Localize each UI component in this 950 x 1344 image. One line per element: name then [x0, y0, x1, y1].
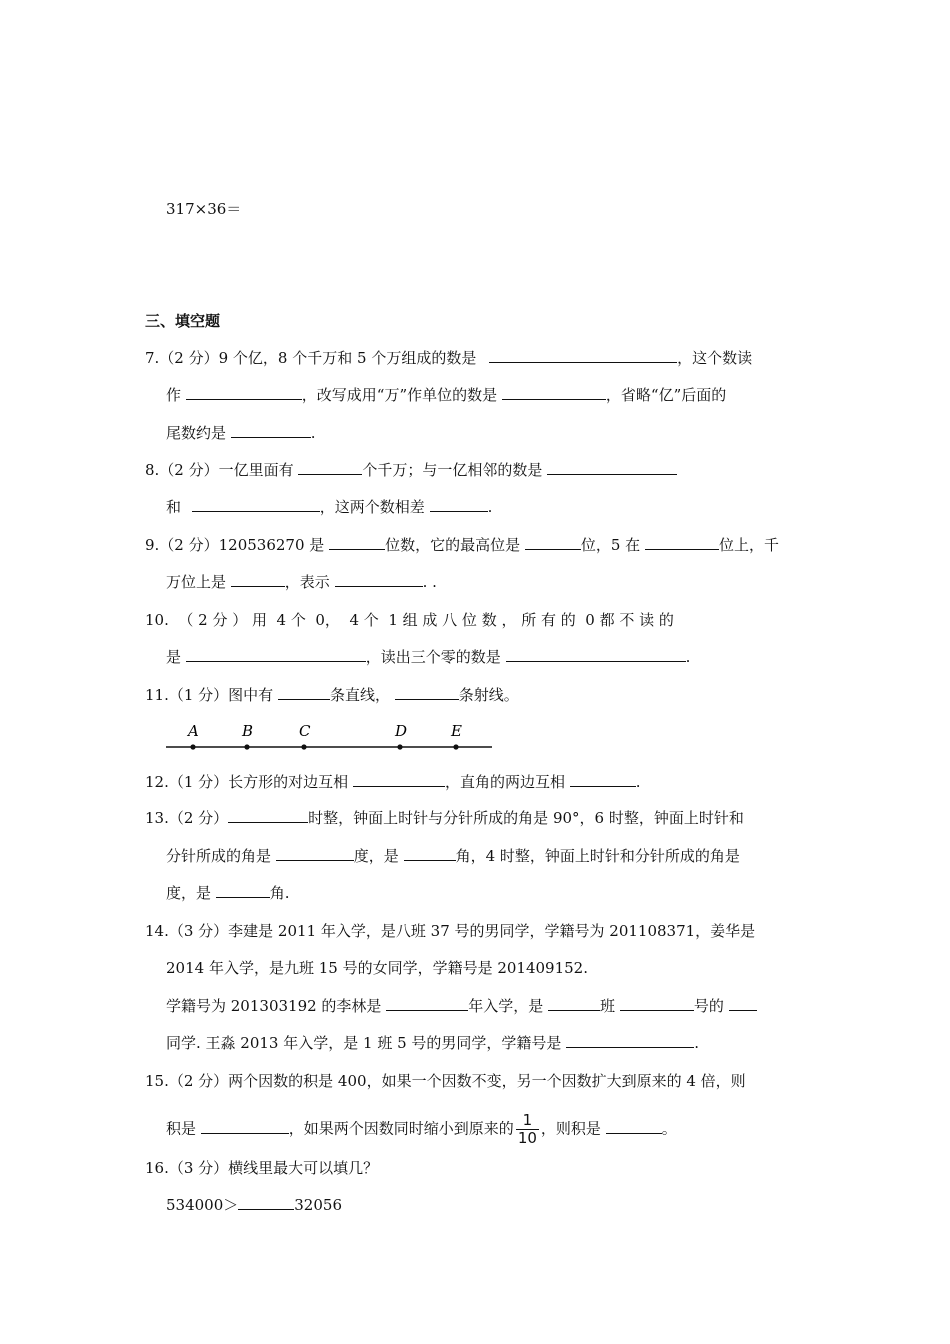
question-15-line-1: 15.（2 分）两个因数的积是 400，如果一个因数不变，另一个因数扩大到原来的 4 倍，则: [145, 1072, 746, 1090]
question-9-line-2: 万位上是 ，表示 . .: [166, 573, 437, 591]
answer-blank[interactable]: [502, 385, 606, 400]
question-9-line-1: 9.（2 分）120536270 是 位数，它的最高位是 位，5 在 位上，千: [145, 536, 779, 554]
question-7-line-1: 7.（2 分）9 个亿，8 个千万和 5 个万组成的数是 ，这个数读: [145, 349, 753, 367]
question-14-line-2: 2014 年入学，是九班 15 号的女同学，学籍号是 201409152.: [166, 959, 588, 977]
question-13-line-3: 度，是 角.: [166, 884, 290, 902]
answer-blank[interactable]: [276, 846, 354, 861]
answer-blank[interactable]: [386, 996, 468, 1011]
answer-blank[interactable]: [186, 385, 302, 400]
answer-blank[interactable]: [353, 772, 445, 787]
question-15-line-2: 积是 ，如果两个因数同时缩小到原来的 $\frac{1}{10}$ ，则积是 。: [166, 1111, 677, 1147]
answer-blank[interactable]: [201, 1119, 289, 1134]
question-11-line-1: 11.（1 分）图中有 条直线， 条射线。: [145, 686, 519, 704]
question-14-line-1: 14.（3 分）李建是 2011 年入学，是八班 37 号的男同学，学籍号为 201108371，姜华是: [145, 922, 756, 940]
answer-blank[interactable]: [606, 1119, 662, 1134]
answer-blank[interactable]: [566, 1033, 694, 1048]
label-d: D: [395, 722, 408, 740]
answer-blank[interactable]: [192, 497, 320, 512]
answer-blank[interactable]: [404, 846, 456, 861]
point-a: [190, 744, 195, 749]
question-10-line-2: 是 ，读出三个零的数是 .: [166, 648, 691, 666]
question-7-line-3: 尾数约是 .: [166, 424, 316, 442]
line-diagram: [160, 720, 500, 756]
answer-blank[interactable]: [570, 772, 636, 787]
answer-blank[interactable]: [231, 572, 285, 587]
point-b: [244, 744, 249, 749]
answer-blank[interactable]: [228, 808, 308, 823]
point-c: [301, 744, 306, 749]
answer-blank[interactable]: [186, 647, 366, 662]
answer-blank[interactable]: [645, 535, 719, 550]
calc-expression: 317×36＝: [166, 200, 242, 218]
answer-blank[interactable]: [489, 348, 677, 363]
answer-blank[interactable]: [278, 685, 330, 700]
question-14-line-4: 同学. 王淼 2013 年入学，是 1 班 5 号的男同学，学籍号是 .: [166, 1034, 699, 1052]
question-13-line-2: 分针所成的角是 度，是 角，4 时整，钟面上时针和分针所成的角是: [166, 847, 740, 865]
point-e: [453, 744, 458, 749]
answer-blank[interactable]: [729, 996, 757, 1011]
question-8-line-1: 8.（2 分）一亿里面有 个千万；与一亿相邻的数是: [145, 460, 677, 480]
answer-blank[interactable]: [620, 996, 694, 1011]
question-8-line-2: 和 ，这两个数相差 .: [166, 498, 493, 516]
answer-blank[interactable]: [231, 423, 311, 438]
answer-blank[interactable]: [547, 460, 677, 475]
point-d: [397, 744, 402, 749]
label-e: E: [451, 722, 462, 740]
answer-blank[interactable]: [335, 572, 423, 587]
label-c: C: [299, 722, 311, 740]
answer-blank[interactable]: [430, 497, 488, 512]
label-a: A: [188, 722, 199, 740]
answer-blank[interactable]: [506, 647, 686, 662]
fraction-one-tenth: $\frac{1}{10}$: [517, 1111, 537, 1147]
question-12-line-1: 12.（1 分）长方形的对边互相 ，直角的两边互相 .: [145, 773, 641, 791]
answer-blank[interactable]: [525, 535, 581, 550]
answer-blank[interactable]: [395, 685, 459, 700]
answer-blank[interactable]: [216, 883, 270, 898]
question-16-line-2: 534000＞ 32056: [166, 1196, 342, 1214]
question-7-line-2: 作 ，改写成用“万”作单位的数是 ，省略“亿”后面的: [166, 386, 727, 404]
label-b: B: [242, 722, 254, 740]
answer-blank[interactable]: [548, 996, 600, 1011]
answer-blank[interactable]: [329, 535, 385, 550]
question-16-line-1: 16.（3 分）横线里最大可以填几？: [145, 1159, 379, 1177]
question-10-line-1: 10. （ 2 分 ） 用 4 个 0， 4 个 1 组 成 八 位 数 ， 所 有 的 0 都 不 读 的: [145, 611, 674, 629]
question-14-line-3: 学籍号为 201303192 的李林是 年入学，是 班 号的: [166, 996, 757, 1016]
answer-blank[interactable]: [298, 460, 362, 475]
question-13-line-1: 13.（2 分） 时整，钟面上时针与分针所成的角是 90°，6 时整，钟面上时针和: [145, 809, 744, 827]
answer-blank[interactable]: [238, 1195, 294, 1210]
section-title: 三、填空题: [145, 312, 221, 330]
